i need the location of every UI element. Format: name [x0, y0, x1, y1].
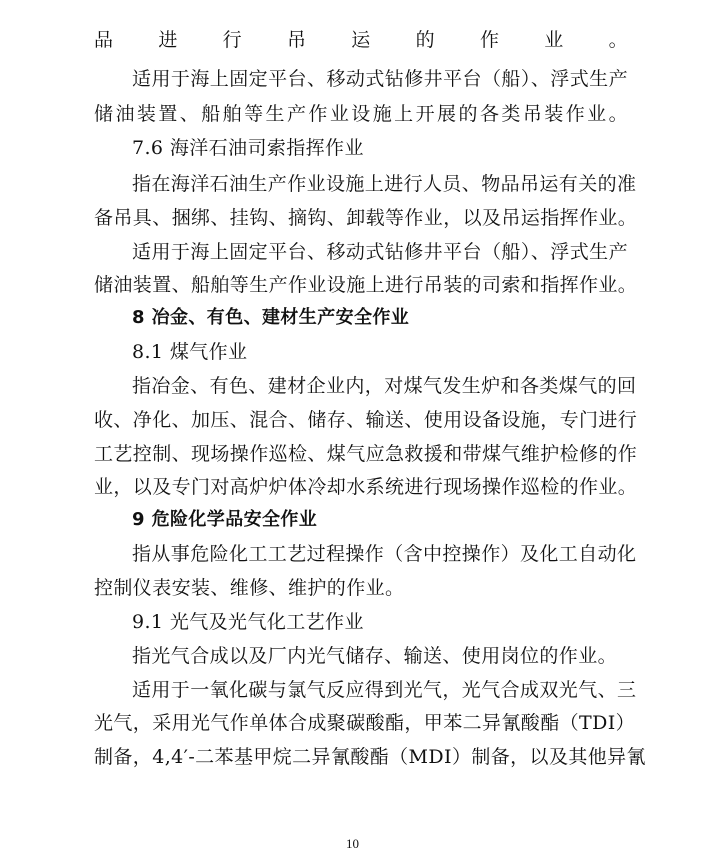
text-line: 业，以及专门对高炉炉体冷却水系统进行现场操作巡检的作业。: [94, 476, 638, 498]
page-number: 10: [346, 836, 359, 851]
text-line: 控制仪表安装、维修、维护的作业。: [94, 577, 405, 599]
text-line: 适用于一氧化碳与氯气反应得到光气，光气合成双光气、三: [132, 679, 637, 701]
text-line: 适用于海上固定平台、移动式钻修井平台（船）、浮式生产: [132, 68, 628, 90]
section-heading-9: 9 危险化学品安全作业: [132, 509, 318, 530]
text-line: 适用于海上固定平台、移动式钻修井平台（船）、浮式生产: [132, 241, 628, 263]
text-line: 指光气合成以及厂内光气储存、输送、使用岗位的作业。: [132, 645, 618, 667]
text-line: 光气，采用光气作单体合成聚碳酸酯，甲苯二异氰酸酯（TDI）: [94, 712, 636, 734]
section-heading-9-1: 9.1 光气及光气化工艺作业: [132, 611, 364, 633]
text-line: 品进行吊运的作业。: [94, 29, 628, 51]
section-heading-8-1: 8.1 煤气作业: [132, 341, 248, 363]
text-line: 储油装置、船舶等生产作业设施上开展的各类吊装作业。: [94, 103, 628, 125]
text-line: 指从事危险化工工艺过程操作（含中控操作）及化工自动化: [132, 543, 637, 565]
section-heading-8: 8 冶金、有色、建材生产安全作业: [132, 307, 410, 328]
text-line: 备吊具、捆绑、挂钩、摘钩、卸载等作业，以及吊运指挥作业。: [94, 207, 638, 229]
text-line: 收、净化、加压、混合、储存、输送、使用设备设施，专门进行: [94, 409, 638, 431]
section-heading-7-6: 7.6 海洋石油司索指挥作业: [132, 137, 364, 159]
text-line: 指冶金、有色、建材企业内，对煤气发生炉和各类煤气的回: [132, 375, 637, 397]
text-line: 工艺控制、现场操作巡检、煤气应急救援和带煤气维护检修的作: [94, 443, 638, 465]
text-line: 储油装置、船舶等生产作业设施上进行吊装的司索和指挥作业。: [94, 274, 638, 296]
text-line: 制备，4,4′-二苯基甲烷二异氰酸酯（MDI）制备，以及其他异氰: [94, 746, 646, 768]
text-line: 指在海洋石油生产作业设施上进行人员、物品吊运有关的准: [132, 173, 637, 195]
